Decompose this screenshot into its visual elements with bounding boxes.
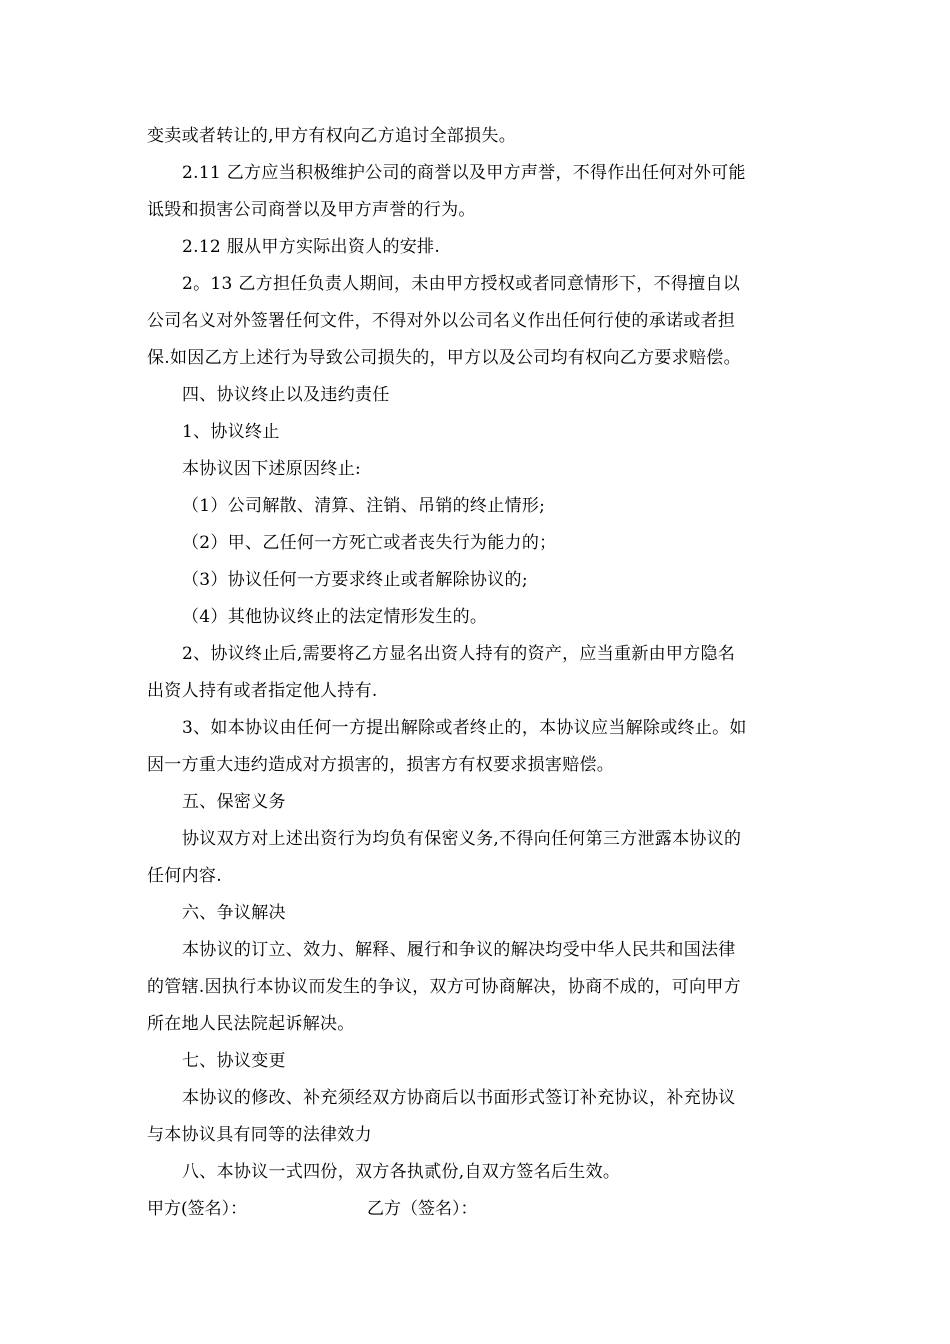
paragraph-line: 任何内容. <box>147 866 222 886</box>
section-heading: 七、协议变更 <box>182 1051 286 1071</box>
party-b-signature-label: 乙方（签名）： <box>367 1199 478 1219</box>
subsection-heading: 1、协议终止 <box>182 422 280 442</box>
party-a-signature-label: 甲方(签名）： <box>147 1199 248 1219</box>
paragraph-line: 本协议因下述原因终止: <box>182 459 362 479</box>
paragraph-line: 2.11 乙方应当积极维护公司的商誉以及甲方声誉，不得作出任何对外可能 <box>182 163 746 183</box>
paragraph-line: 变卖或者转让的,甲方有权向乙方追讨全部损失。 <box>147 126 517 146</box>
list-item: （1）公司解散、清算、注销、吊销的终止情形; <box>182 496 546 516</box>
list-item: （2）甲、乙任何一方死亡或者丧失行为能力的； <box>182 533 557 553</box>
paragraph-line: 诋毁和损害公司商誉以及甲方声誉的行为。 <box>147 200 476 220</box>
paragraph-line: 出资人持有或者指定他人持有. <box>147 681 378 701</box>
paragraph-line: 2.12 服从甲方实际出资人的安排. <box>182 237 441 257</box>
paragraph-line: 公司名义对外签署任何文件，不得对外以公司名义作出任何行使的承诺或者担 <box>147 311 736 331</box>
section-heading: 六、争议解决 <box>182 903 286 923</box>
list-item: （4）其他协议终止的法定情形发生的。 <box>182 607 488 627</box>
section-heading: 五、保密义务 <box>182 792 286 812</box>
paragraph-line: 的管辖.因执行本协议而发生的争议，双方可协商解决，协商不成的，可向甲方 <box>147 977 741 997</box>
list-item: （3）协议任何一方要求终止或者解除协议的; <box>182 570 528 590</box>
paragraph-line: 协议双方对上述出资行为均负有保密义务,不得向任何第三方泄露本协议的 <box>182 829 742 849</box>
paragraph-line: 本协议的订立、效力、解释、履行和争议的解决均受中华人民共和国法律 <box>182 940 736 960</box>
paragraph-line: 保.如因乙方上述行为导致公司损失的，甲方以及公司均有权向乙方要求赔偿。 <box>147 348 741 368</box>
signature-row <box>147 1191 807 1228</box>
paragraph-line: 与本协议具有同等的法律效力 <box>147 1125 372 1145</box>
paragraph-line: 本协议的修改、补充须经双方协商后以书面形式签订补充协议，补充协议 <box>182 1088 736 1108</box>
paragraph-line: 因一方重大违约造成对方损害的，损害方有权要求损害赔偿。 <box>147 755 615 775</box>
paragraph-line: 2。13 乙方担任负责人期间，未由甲方授权或者同意情形下，不得擅自以 <box>182 274 741 294</box>
paragraph-line: 所在地人民法院起诉解决。 <box>147 1014 355 1034</box>
section-heading: 八、本协议一式四份，双方各执贰份,自双方签名后生效。 <box>182 1162 621 1182</box>
paragraph-line: 3、如本协议由任何一方提出解除或者终止的，本协议应当解除或终止。如 <box>182 718 747 738</box>
paragraph-line: 2、协议终止后,需要将乙方显名出资人持有的资产，应当重新由甲方隐名 <box>182 644 736 664</box>
document-body <box>147 118 807 1228</box>
section-heading: 四、协议终止以及违约责任 <box>182 385 390 405</box>
